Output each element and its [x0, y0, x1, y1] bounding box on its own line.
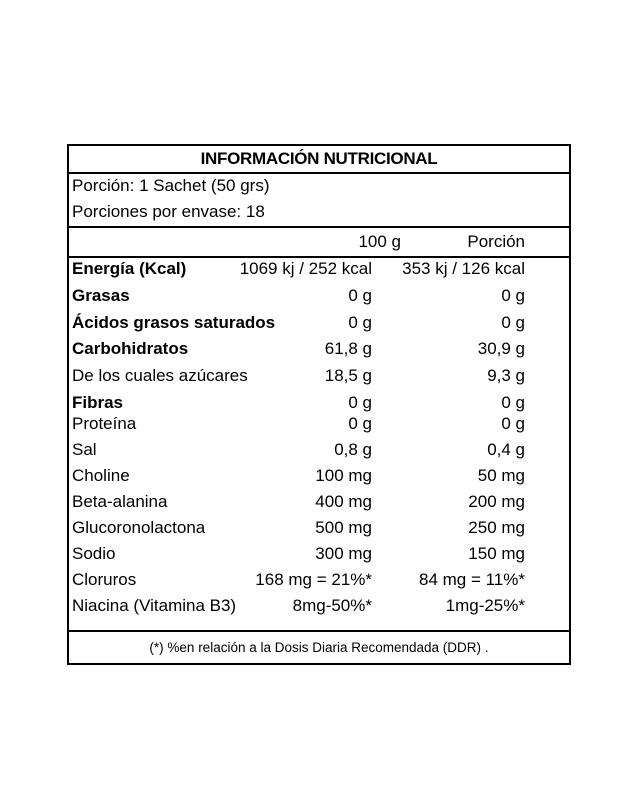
portion-size: Porción: 1 Sachet (50 grs)	[72, 176, 270, 195]
nutrition-facts-table	[67, 144, 571, 665]
nutrient-name: Energía (Kcal)	[72, 259, 187, 278]
value-per-portion: 0 g	[501, 393, 525, 412]
value-per-portion: 84 mg = 11%*	[418, 570, 525, 589]
value-per-portion: 0 g	[501, 286, 525, 305]
servings-per-container: Porciones por envase: 18	[72, 202, 265, 221]
footnote: (*) %en relación a la Dosis Diaria Recomendada (DDR) .	[149, 640, 489, 655]
value-per-100g: 8mg-50%*	[292, 596, 372, 615]
value-per-portion: 30,9 g	[477, 339, 525, 358]
value-per-portion: 0 g	[501, 414, 525, 433]
nutrient-name: Cloruros	[72, 570, 137, 589]
value-per-100g: 18,5 g	[324, 366, 372, 385]
value-per-portion: 9,3 g	[487, 366, 525, 385]
nutrient-name: Carbohidratos	[72, 339, 189, 358]
nutrient-name: Choline	[72, 466, 130, 485]
nutrient-name: De los cuales azúcares	[72, 366, 248, 385]
value-per-portion: 353 kj / 126 kcal	[402, 259, 525, 278]
value-per-100g: 0,8 g	[334, 440, 372, 459]
nutrient-name: Fibras	[72, 393, 124, 412]
table-title: INFORMACIÓN NUTRICIONAL	[200, 149, 438, 168]
nutrient-name: Beta-alanina	[72, 492, 168, 511]
value-per-portion: 250 mg	[468, 518, 525, 537]
divider	[69, 256, 569, 258]
nutrient-name: Ácidos grasos saturados	[72, 313, 276, 332]
value-per-100g: 0 g	[348, 414, 372, 433]
value-per-portion: 200 mg	[468, 492, 525, 511]
nutrient-name: Niacina (Vitamina B3)	[72, 596, 237, 615]
nutrient-name: Sodio	[72, 544, 116, 563]
value-per-100g: 168 mg = 21%*	[255, 570, 372, 589]
value-per-100g: 61,8 g	[324, 339, 372, 358]
header-per-100g: 100 g	[358, 232, 401, 251]
value-per-portion: 150 mg	[468, 544, 525, 563]
value-per-100g: 0 g	[348, 393, 372, 412]
value-per-100g: 0 g	[348, 286, 372, 305]
value-per-portion: 0,4 g	[487, 440, 525, 459]
value-per-portion: 0 g	[501, 313, 525, 332]
nutrient-name: Proteína	[72, 414, 137, 433]
value-per-100g: 400 mg	[315, 492, 372, 511]
divider	[69, 172, 569, 174]
value-per-portion: 1mg-25%*	[445, 596, 525, 615]
divider	[69, 226, 569, 228]
value-per-100g: 1069 kj / 252 kcal	[239, 259, 372, 278]
divider	[69, 630, 569, 632]
nutrient-name: Glucoronolactona	[72, 518, 206, 537]
value-per-100g: 500 mg	[315, 518, 372, 537]
value-per-100g: 100 mg	[315, 466, 372, 485]
nutrient-name: Sal	[72, 440, 97, 459]
value-per-100g: 300 mg	[315, 544, 372, 563]
value-per-100g: 0 g	[348, 313, 372, 332]
value-per-portion: 50 mg	[477, 466, 525, 485]
nutrient-name: Grasas	[72, 286, 130, 305]
header-per-portion: Porción	[467, 232, 525, 251]
